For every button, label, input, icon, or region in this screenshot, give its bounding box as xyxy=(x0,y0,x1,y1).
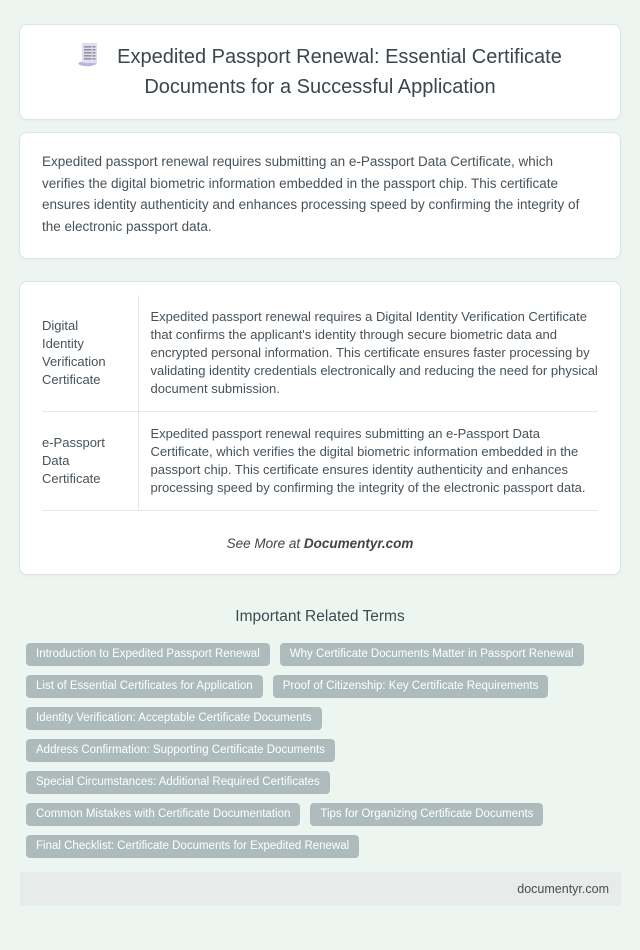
see-more-line xyxy=(42,536,598,551)
see-more-brand-link[interactable]: Documentyr.com xyxy=(303,536,414,551)
certificates-table xyxy=(42,295,598,511)
intro-text: Expedited passport renewal requires submitting an e-Passport Data Certificate, which verifies the digital biometric information embedded in the passport chip. This certificate ensures identity authenticity and enhances processing speed by confirming the integrity of the electronic passport data. xyxy=(42,154,580,234)
description-cell: Expedited passport renewal requires a Digital Identity Verification Certificate that confirms the applicant's identity through secure biometric data and encrypted personal information. This certificate ensures faster processing by validating identity credentials electronically and reducing the need for physical document submission. xyxy=(138,295,598,412)
related-term-tag[interactable]: Address Confirmation: Supporting Certificate Documents xyxy=(26,739,335,762)
term-cell: Digital Identity Verification Certificate xyxy=(42,295,138,412)
related-terms-heading: Important Related Terms xyxy=(235,608,405,625)
intro-card xyxy=(19,132,621,259)
related-term-tag[interactable]: Final Checklist: Certificate Documents for Expedited Renewal xyxy=(26,835,359,858)
term-cell: e-Passport Data Certificate xyxy=(42,412,138,511)
description-cell: Expedited passport renewal requires submitting an e-Passport Data Certificate, which verifies the digital biometric information embedded in the passport chip. This certificate ensures identity authenticity and enhances processing speed by confirming the integrity of the electronic passport data. xyxy=(138,412,598,511)
footer-site-link[interactable]: documentyr.com xyxy=(517,882,609,896)
certificates-card xyxy=(19,281,621,575)
page-title: Expedited Passport Renewal: Essential Certificate Documents for a Successful Application xyxy=(117,46,562,98)
footer-bar xyxy=(20,872,621,906)
related-term-tag[interactable]: Common Mistakes with Certificate Documentation xyxy=(26,803,300,826)
related-term-tag[interactable]: Tips for Organizing Certificate Documents xyxy=(310,803,543,826)
related-term-tag[interactable]: Introduction to Expedited Passport Renewal xyxy=(26,643,270,666)
related-term-tag[interactable]: Why Certificate Documents Matter in Passport Renewal xyxy=(280,643,584,666)
see-more-text: See More at xyxy=(226,536,304,551)
title-card xyxy=(19,24,621,120)
related-term-tag[interactable]: List of Essential Certificates for Application xyxy=(26,675,263,698)
related-term-tag[interactable]: Identity Verification: Acceptable Certificate Documents xyxy=(26,707,322,730)
receipt-icon xyxy=(78,42,100,72)
related-terms-list xyxy=(0,643,640,858)
related-term-tag[interactable]: Proof of Citizenship: Key Certificate Requirements xyxy=(273,675,549,698)
related-term-tag[interactable]: Special Circumstances: Additional Required Certificates xyxy=(26,771,330,794)
table-row xyxy=(42,295,598,412)
table-row xyxy=(42,412,598,511)
